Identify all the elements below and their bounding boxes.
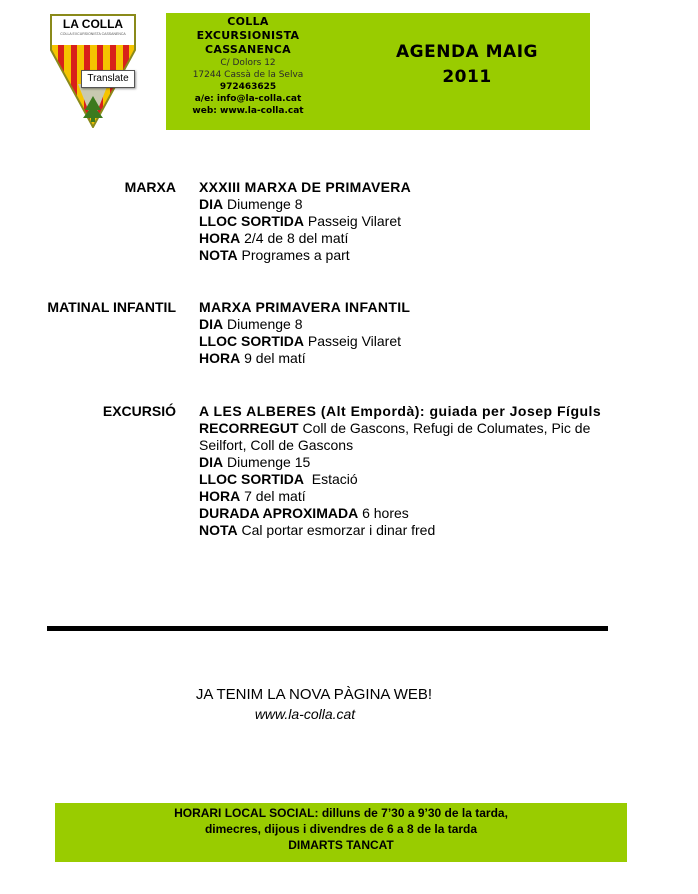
event-field: [199, 471, 604, 488]
field-value: 6 hores: [358, 505, 409, 521]
event-field: [199, 316, 609, 333]
field-key: LLOC SORTIDA: [199, 333, 304, 349]
translate-button[interactable]: Translate: [81, 70, 135, 88]
field-value: 7 del matí: [240, 488, 306, 504]
event-field: [199, 522, 604, 539]
club-email[interactable]: a/e: info@la-colla.cat: [194, 94, 302, 104]
section-divider: [47, 626, 608, 631]
club-address: C/ Dolors 12: [220, 58, 276, 68]
field-value: Diumenge 8: [223, 316, 303, 332]
agenda-title-line2: 2011: [442, 67, 492, 87]
event-field: [199, 350, 609, 367]
event-field: [199, 420, 604, 454]
logo-brand: LA COLLA: [62, 17, 124, 31]
field-key: HORA: [199, 230, 241, 246]
field-value: Programes a part: [237, 247, 350, 263]
event-field: [199, 247, 609, 264]
field-value: 2/4 de 8 del matí: [240, 230, 349, 246]
event-field: [199, 488, 604, 505]
event-label: MARXA: [124, 179, 176, 195]
event-field: [199, 230, 609, 247]
agenda-title: [360, 40, 574, 90]
club-web[interactable]: web: www.la-colla.cat: [192, 106, 304, 116]
event-field: [199, 505, 604, 522]
event-label: MATINAL INFANTIL: [47, 299, 176, 315]
event-field: [199, 333, 609, 350]
field-value: Diumenge 8: [223, 196, 303, 212]
event-field: [199, 454, 604, 471]
club-name-line3: CASSANENCA: [205, 43, 291, 56]
opening-hours-line2: dimecres, dijous i divendres de 6 a 8 de la tarda: [204, 822, 478, 836]
field-key: NOTA: [199, 522, 238, 538]
announcement-url[interactable]: www.la-colla.cat: [254, 706, 356, 722]
agenda-title-line1: AGENDA MAIG: [396, 42, 538, 62]
event-field: [199, 213, 609, 230]
club-city: 17244 Cassà de la Selva: [192, 70, 304, 80]
field-value: Passeig Vilaret: [304, 213, 402, 229]
club-info: [166, 15, 330, 117]
field-key: DIA: [199, 454, 224, 470]
field-value: 9 del matí: [240, 350, 306, 366]
event-field: [199, 196, 609, 213]
field-value: Diumenge 15: [223, 454, 311, 470]
opening-hours-line3: DIMARTS TANCAT: [288, 838, 394, 852]
logo-subtitle: COLLA EXCURSIONISTA CASSANENCA: [60, 32, 126, 36]
event-title: MARXA PRIMAVERA INFANTIL: [199, 299, 411, 315]
field-key: RECORREGUT: [199, 420, 299, 436]
event-details: [199, 179, 609, 264]
opening-hours-banner: [55, 803, 627, 862]
event-label: EXCURSIÓ: [102, 403, 176, 419]
field-value: Coll de Gascons, Refugi de Columates, Pic de Seilfort, Coll de Gascons: [199, 420, 591, 453]
field-key: DIA: [199, 196, 224, 212]
event-details: [199, 403, 604, 539]
field-key: LLOC SORTIDA: [199, 213, 304, 229]
event-title: XXXIII MARXA DE PRIMAVERA: [199, 179, 412, 195]
field-key: HORA: [199, 350, 241, 366]
field-value: Cal portar esmorzar i dinar fred: [237, 522, 436, 538]
field-key: NOTA: [199, 247, 238, 263]
opening-hours-line1: HORARI LOCAL SOCIAL: dilluns de 7’30 a 9’30 de la tarda,: [174, 806, 508, 820]
club-name-line2: EXCURSIONISTA: [196, 29, 300, 42]
event-details: [199, 299, 609, 367]
field-value: Passeig Vilaret: [304, 333, 402, 349]
club-name-line1: COLLA: [227, 15, 269, 28]
field-key: HORA: [199, 488, 241, 504]
announcement-title: JA TENIM LA NOVA PÀGINA WEB!: [195, 686, 433, 703]
club-phone: 972463625: [219, 82, 277, 92]
field-key: DURADA APROXIMADA: [199, 505, 359, 521]
event-title: A LES ALBERES (Alt Empordà): guiada per Josep Fíguls: [199, 403, 602, 419]
header-banner: [166, 13, 590, 130]
field-value: Estació: [304, 471, 358, 487]
field-key: DIA: [199, 316, 224, 332]
field-key: LLOC SORTIDA: [199, 471, 304, 487]
